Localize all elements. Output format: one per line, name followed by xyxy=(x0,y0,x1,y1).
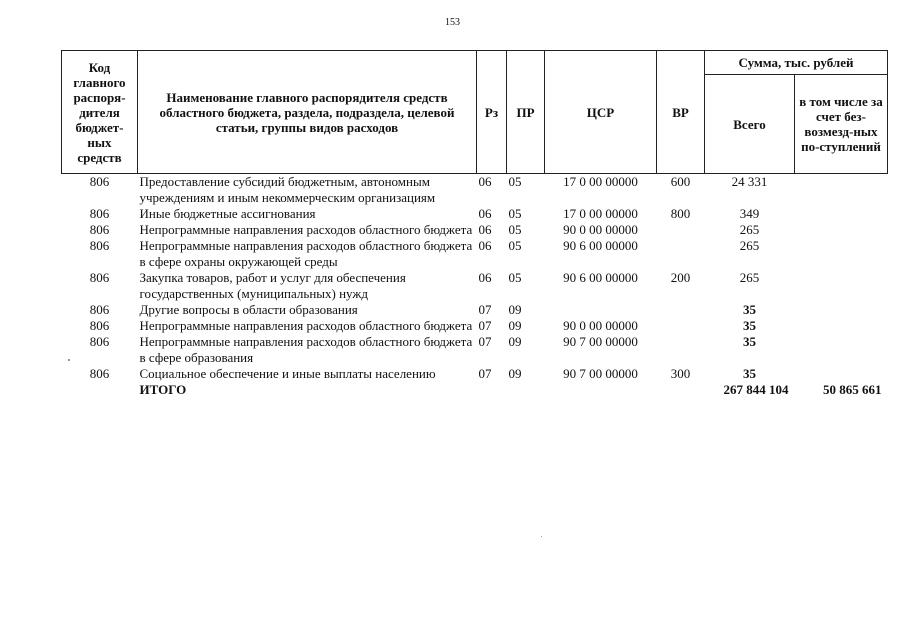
cell-code: 806 xyxy=(89,366,110,381)
cell-vr xyxy=(657,238,705,270)
table-row xyxy=(62,174,888,207)
cell-pr: 05 xyxy=(508,238,522,253)
cell-nonrepayable xyxy=(795,174,888,207)
cell-pr: 09 xyxy=(508,318,522,333)
scan-speck xyxy=(541,536,542,537)
cell-name: Непрограммные направления расходов областного бюджета в сфере охраны окружающей среды xyxy=(139,238,473,269)
cell-name: Другие вопросы в области образования xyxy=(139,302,358,317)
cell-code: 806 xyxy=(89,318,110,333)
cell-code xyxy=(62,382,138,398)
cell-nonrepayable xyxy=(795,206,888,222)
cell-vr xyxy=(657,334,705,366)
header-pr: ПР xyxy=(507,51,545,174)
header-code: Код главного распоря-дителя бюджет-ных средств xyxy=(62,51,138,174)
cell-csr: 17 0 00 00000 xyxy=(563,206,638,221)
cell-nonrepayable xyxy=(795,270,888,302)
table-header xyxy=(62,51,888,174)
cell-rz xyxy=(477,382,507,398)
cell-nonrepayable xyxy=(795,334,888,366)
cell-pr: 05 xyxy=(508,222,522,237)
table-row xyxy=(62,366,888,382)
cell-total: 265 xyxy=(739,270,760,285)
cell-rz: 06 xyxy=(478,174,492,189)
header-csr: ЦСР xyxy=(545,51,657,174)
header-sum: Сумма, тыс. рублей xyxy=(705,51,888,75)
cell-code: 806 xyxy=(89,174,110,189)
cell-csr: 90 7 00 00000 xyxy=(563,334,638,349)
table-row xyxy=(62,238,888,270)
cell-rz: 07 xyxy=(478,334,492,349)
cell-code: 806 xyxy=(89,206,110,221)
table-row xyxy=(62,206,888,222)
cell-name: Непрограммные направления расходов областного бюджета xyxy=(139,318,473,333)
cell-rz: 07 xyxy=(478,366,492,381)
cell-pr: 09 xyxy=(508,302,522,317)
cell-vr xyxy=(657,222,705,238)
header-nonrepayable: в том числе за счет без-возмезд-ных по-ступлений xyxy=(795,75,888,174)
cell-code: 806 xyxy=(89,334,110,349)
cell-name: Социальное обеспечение и иные выплаты населению xyxy=(139,366,436,381)
table-row xyxy=(62,302,888,318)
cell-name: Иные бюджетные ассигнования xyxy=(139,206,316,221)
cell-pr xyxy=(507,382,545,398)
cell-rz: 06 xyxy=(478,238,492,253)
cell-csr: 90 0 00 00000 xyxy=(563,318,638,333)
cell-name: Непрограммные направления расходов областного бюджета xyxy=(139,222,473,237)
grand-total: 267 844 104 xyxy=(723,382,789,397)
cell-rz: 06 xyxy=(478,206,492,221)
cell-vr xyxy=(657,382,705,398)
cell-nonrepayable xyxy=(795,318,888,334)
cell-csr xyxy=(545,382,657,398)
cell-vr: 200 xyxy=(670,270,691,285)
header-rz: Рз xyxy=(477,51,507,174)
cell-total: 35 xyxy=(743,302,756,317)
cell-csr: 90 0 00 00000 xyxy=(563,222,638,237)
cell-vr xyxy=(657,302,705,318)
header-name: Наименование главного распорядителя средств областного бюджета, раздела, подраздела, целевой статьи, группы видов расходов xyxy=(138,51,477,174)
cell-rz: 06 xyxy=(478,222,492,237)
cell-csr: 90 6 00 00000 xyxy=(563,270,638,285)
table-row xyxy=(62,270,888,302)
cell-code: 806 xyxy=(89,270,110,285)
header-total: Всего xyxy=(705,75,795,174)
table-row xyxy=(62,334,888,366)
total-label: ИТОГО xyxy=(139,382,187,397)
table-row xyxy=(62,222,888,238)
cell-pr: 09 xyxy=(508,334,522,349)
cell-vr xyxy=(657,318,705,334)
cell-rz: 06 xyxy=(478,270,492,285)
cell-total: 265 xyxy=(739,222,760,237)
cell-total: 349 xyxy=(739,206,760,221)
page-number: 153 xyxy=(445,17,460,28)
header-vr: ВР xyxy=(657,51,705,174)
cell-name: Непрограммные направления расходов областного бюджета в сфере образования xyxy=(139,334,473,365)
cell-nonrepayable xyxy=(795,366,888,382)
total-row xyxy=(62,382,888,398)
cell-pr: 09 xyxy=(508,366,522,381)
budget-table xyxy=(61,50,888,398)
cell-csr: 90 7 00 00000 xyxy=(563,366,638,381)
cell-pr: 05 xyxy=(508,174,522,189)
cell-vr: 300 xyxy=(670,366,691,381)
cell-total: 265 xyxy=(739,238,760,253)
cell-vr: 600 xyxy=(670,174,691,189)
cell-code: 806 xyxy=(89,238,110,253)
cell-pr: 05 xyxy=(508,270,522,285)
cell-csr xyxy=(545,302,657,318)
cell-rz: 07 xyxy=(478,302,492,317)
grand-total-nonrepayable: 50 865 661 xyxy=(823,382,882,397)
table-body xyxy=(62,174,888,399)
cell-total: 35 xyxy=(743,366,756,381)
cell-name: Закупка товаров, работ и услуг для обеспечения государственных (муниципальных) нужд xyxy=(139,270,406,301)
cell-total: 35 xyxy=(743,334,756,349)
cell-csr: 90 6 00 00000 xyxy=(563,238,638,253)
cell-rz: 07 xyxy=(478,318,492,333)
cell-code: 806 xyxy=(89,302,110,317)
table-row xyxy=(62,318,888,334)
cell-nonrepayable xyxy=(795,302,888,318)
cell-code: 806 xyxy=(89,222,110,237)
cell-nonrepayable xyxy=(795,238,888,270)
scan-speck xyxy=(68,359,70,361)
cell-total: 35 xyxy=(743,318,756,333)
cell-name: Предоставление субсидий бюджетным, автономным учреждениям и иным некоммерческим организациям xyxy=(139,174,436,205)
cell-csr: 17 0 00 00000 xyxy=(563,174,638,189)
cell-total: 24 331 xyxy=(731,174,768,189)
cell-nonrepayable xyxy=(795,222,888,238)
cell-pr: 05 xyxy=(508,206,522,221)
cell-vr: 800 xyxy=(670,206,691,221)
